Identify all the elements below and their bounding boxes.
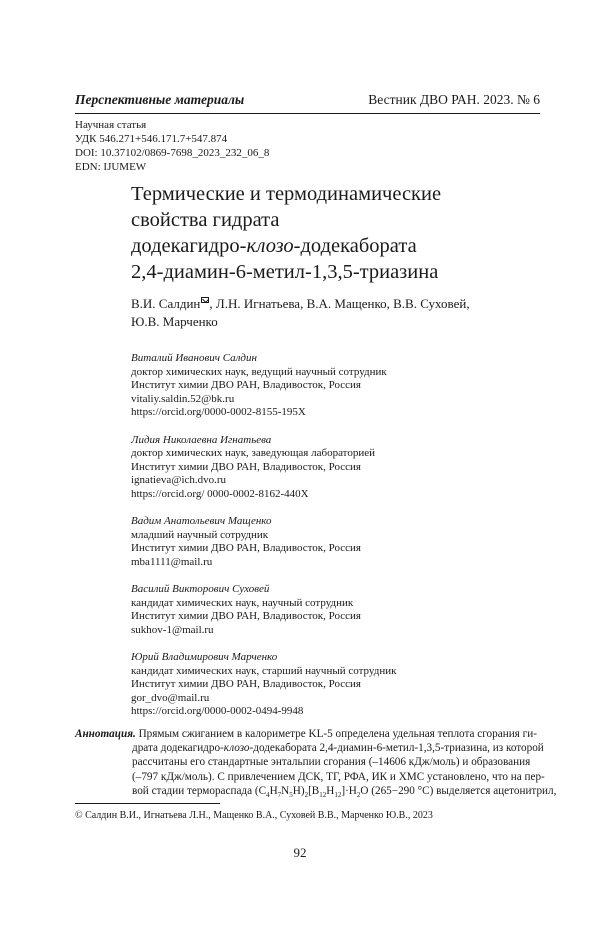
bio-email: gor_dvo@mail.ru <box>131 691 210 704</box>
abstract-line-4: (–797 кДж/моль). С привлечением ДСК, ТГ, РФА, ИК и ХМС установлено, что на пер- <box>132 770 545 783</box>
bio-degree: младший научный сотрудник <box>131 528 269 541</box>
bio-name: Юрий Владимирович Марченко <box>131 651 278 664</box>
article-meta <box>75 118 269 174</box>
edn: EDN: IJUMEW <box>75 161 147 173</box>
bio-orcid: https://orcid.org/0000-0002-0494-9948 <box>131 705 304 718</box>
author-bio <box>131 434 531 502</box>
author-bio <box>131 583 531 637</box>
bio-name: Вадим Анатольевич Мащенко <box>131 515 272 528</box>
copyright-footnote: © Салдин В.И., Игнатьева Л.Н., Мащенко В.А., Суховей В.В., Марченко Ю.В., 2023 <box>75 810 433 821</box>
bio-name: Василий Викторович Суховей <box>131 583 270 596</box>
bio-degree: доктор химических наук, заведующая лабораторией <box>131 447 376 460</box>
authors-line-2: Ю.В. Марченко <box>131 314 218 329</box>
author-bios <box>131 352 531 733</box>
bio-orcid: https://orcid.org/0000-0002-8155-195X <box>131 406 306 419</box>
bio-degree: доктор химических наук, ведущий научный сотрудник <box>131 365 387 378</box>
bio-degree: кандидат химических наук, научный сотрудник <box>131 596 354 609</box>
bio-degree: кандидат химических наук, старший научный сотрудник <box>131 664 397 677</box>
abstract <box>75 727 557 802</box>
bio-institute: Институт химии ДВО РАН, Владивосток, Россия <box>131 542 361 555</box>
author-list <box>131 295 531 331</box>
section-title: Перспективные материалы <box>75 92 245 107</box>
page-number: 92 <box>293 845 307 860</box>
bio-institute: Институт химии ДВО РАН, Владивосток, Россия <box>131 460 361 473</box>
bio-name: Лидия Николаевна Игнатьева <box>131 433 272 446</box>
authors-line-1: В.И. Салдин , Л.Н. Игнатьева, В.А. Мащенко, В.В. Суховей, <box>131 296 470 311</box>
bio-email: vitaliy.saldin.52@bk.ru <box>131 392 235 405</box>
journal-title: Вестник ДВО РАН. 2023. № 6 <box>368 92 540 107</box>
author-bio <box>131 515 531 569</box>
header-divider <box>75 113 540 114</box>
bio-orcid: https://orcid.org/ 0000-0002-8162-440X <box>131 487 309 500</box>
bio-email: ignatieva@ich.dvo.ru <box>131 474 227 487</box>
abstract-line-1: Аннотация. Прямым сжиганием в калориметре KL-5 определена удельная теплота сгорания ги- <box>75 728 537 740</box>
title-line-3: додекагидро-клозо-додекабората <box>131 235 417 257</box>
title-line-1: Термические и термодинамические <box>131 183 442 205</box>
author-bio <box>131 651 531 719</box>
udk: УДК 546.271+546.171.7+547.874 <box>75 133 228 145</box>
doi: DOI: 10.37102/0869-7698_2023_232_06_8 <box>75 147 270 159</box>
article-title <box>131 181 521 285</box>
title-line-4: 2,4-диамин-6-метил-1,3,5-триазина <box>131 261 439 283</box>
bio-name: Виталий Иванович Салдин <box>131 352 257 364</box>
envelope-icon <box>201 297 209 303</box>
bio-institute: Институт химии ДВО РАН, Владивосток, Россия <box>131 610 361 623</box>
abstract-line-2: драта додекагидро-клозо-додекабората 2,4-диамин-6-метил-1,3,5-триазина, из которой <box>132 742 544 755</box>
title-line-2: свойства гидрата <box>131 209 280 231</box>
bio-email: sukhov-1@mail.ru <box>131 623 214 636</box>
bio-institute: Институт химии ДВО РАН, Владивосток, Россия <box>131 379 361 392</box>
abstract-line-5: вой стадии термораспада $(C_4H_7N_5H)_2[B_{12}H_{12}]\cdot H_2O$ (265−290 °С) выделяется ацетонитрил, <box>132 784 557 800</box>
abstract-label: Аннотация. <box>75 728 136 740</box>
author-bio <box>131 352 531 420</box>
bio-email: mba1111@mail.ru <box>131 555 213 568</box>
bio-institute: Институт химии ДВО РАН, Владивосток, Россия <box>131 678 361 691</box>
article-type: Научная статья <box>75 119 147 131</box>
abstract-line-3: рассчитаны его стандартные энтальпии сгорания (–14606 кДж/моль) и образования <box>132 756 531 769</box>
running-header <box>75 92 540 112</box>
footnote-divider <box>75 803 220 804</box>
